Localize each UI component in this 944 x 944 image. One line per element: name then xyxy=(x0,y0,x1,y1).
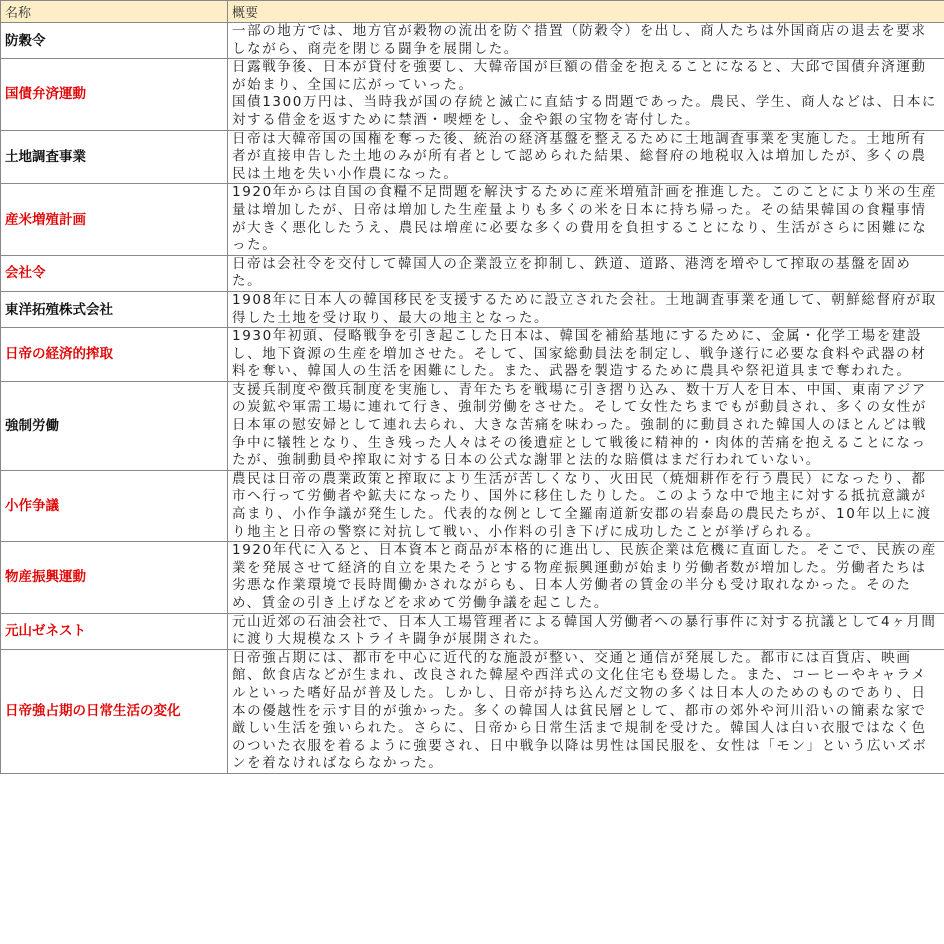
header-name: 名称 xyxy=(1,1,228,23)
term-name: 小作争議 xyxy=(1,470,228,541)
term-name: 東洋拓殖株式会社 xyxy=(1,291,228,327)
term-description: 1920年代に入ると、日本資本と商品が本格的に進出し、民族企業は危機に直面した。そこで、民族の産業を発展させて経済的自立を果たそうとする物産振興運動が始まり労働者数が増加した。労働者たちは劣悪な作業環境で長時間働かされながらも、日本人労働者の賃金の半分も受け取れなかった。そのため、賃金の引き上げなどを求めて労働争議を起こした。 xyxy=(228,542,944,613)
term-description: 一部の地方では、地方官が穀物の流出を防ぐ措置（防穀令）を出し、商人たちは外国商店の退去を要求しながら、商売を閉じる闘争を展開した。 xyxy=(228,23,944,59)
term-description: 日帝は会社令を交付して韓国人の企業設立を抑制し、鉄道、道路、港湾を増やして搾取の基盤を固めた。 xyxy=(228,255,944,291)
header-row xyxy=(1,1,944,23)
term-name: 物産振興運動 xyxy=(1,542,228,613)
table-row xyxy=(1,328,944,382)
term-description: 1908年に日本人の韓国移民を支援するために設立された会社。土地調査事業を通して、朝鮮総督府が取得した土地を受け取り、最大の地主となった。 xyxy=(228,291,944,327)
term-name: 防穀令 xyxy=(1,23,228,59)
table-row xyxy=(1,23,944,59)
table-row xyxy=(1,381,944,470)
table-row xyxy=(1,470,944,541)
term-description: 支援兵制度や徴兵制度を実施し、青年たちを戦場に引き摺り込み、数十万人を日本、中国、東南アジアの炭鉱や軍需工場に連れて行き、強制労働をさせた。そして女性たちまでもが動員され、多くの女性が日本軍の慰安婦として連れ去られ、大きな苦痛を味わった。強制的に動員された韓国人のほとんどは戦争中に犠牲となり、生き残った人々はその後遺症として戦後に精神的・肉体的苦痛を抱えることになったが、強制動員や搾取に対する日本の公式な謝罪と法的な賠償はまだ行われていない。 xyxy=(228,381,944,470)
term-description: 農民は日帝の農業政策と搾取により生活が苦しくなり、火田民（焼畑耕作を行う農民）になったり、都市へ行って労働者や鉱夫になったり、国外に移住したりした。このような中で地主に対する抵抗意識が高まり、小作争議が発生した。代表的な例として全羅南道新安郡の岩泰島の農民たちが、10年以上に渡り地主と日帝の警察に対抗して戦い、小作料の引き下げに成功したことが挙げられる。 xyxy=(228,470,944,541)
term-name: 日帝強占期の日常生活の変化 xyxy=(1,649,228,773)
header-description: 概要 xyxy=(228,1,944,23)
table-row xyxy=(1,255,944,291)
term-description: 日露戦争後、日本が貸付を強要し、大韓帝国が巨額の借金を抱えることになると、大邱で国債弁済運動が始まり、全国に広がっていった。 国債1300万円は、当時我が国の存続と滅亡に直結する問題であった。農民、学生、商人などは、日本に対する借金を返すために禁酒・喫煙をし、金や銀の宝物を寄付した。 xyxy=(228,59,944,130)
table-row xyxy=(1,130,944,184)
term-name: 土地調査事業 xyxy=(1,130,228,184)
term-description: 日帝強占期には、都市を中心に近代的な施設が整い、交通と通信が発展した。都市には百貨店、映画館、飲食店などが生まれ、改良された韓屋や西洋式の文化住宅も登場した。また、コーヒーやキャラメルといった嗜好品が普及した。しかし、日帝が持ち込んだ文物の多くは日本人のためのものであり、日本の優越性を示す目的が強かった。多くの韓国人は貧民層として、都市の郊外や河川沿いの簡素な家で厳しい生活を強いられた。さらに、日帝から日常生活まで規制を受けた。韓国人は白い衣服ではなく色のついた衣服を着るように強要され、日中戦争以降は男性は国民服を、女性は「モン」という広いズボンを着なければならなかった。 xyxy=(228,649,944,773)
table-row xyxy=(1,613,944,649)
term-name: 日帝の経済的搾取 xyxy=(1,328,228,382)
term-name: 元山ゼネスト xyxy=(1,613,228,649)
term-description: 元山近郊の石油会社で、日本人工場管理者による韓国人労働者への暴行事件に対する抗議として4ヶ月間に渡り大規模なストライキ闘争が展開された。 xyxy=(228,613,944,649)
term-description: 日帝は大韓帝国の国権を奪った後、統治の経済基盤を整えるために土地調査事業を実施した。土地所有者が直接申告した土地のみが所有者として認められた結果、総督府の地税収入は増加したが、多くの農民は土地を失い小作農になった。 xyxy=(228,130,944,184)
term-name: 産米増殖計画 xyxy=(1,184,228,255)
table-row xyxy=(1,184,944,255)
term-description: 1920年からは自国の食糧不足問題を解決するために産米増殖計画を推進した。このことにより米の生産量は増加したが、日帝は増加した生産量よりも多くの米を日本に持ち帰った。その結果韓国の食糧事情が大きく悪化したうえ、農民は増産に必要な多くの費用を負担することになり、生活がさらに困難になった。 xyxy=(228,184,944,255)
term-name: 強制労働 xyxy=(1,381,228,470)
term-name: 国債弁済運動 xyxy=(1,59,228,130)
term-description: 1930年初頭、侵略戦争を引き起こした日本は、韓国を補給基地にするために、金属・化学工場を建設し、地下資源の生産を増加させた。そして、国家総動員法を制定し、戦争遂行に必要な食料や武器の材料を奪い、韓国人の生活を困難にした。また、武器を製造するために農具や祭祀道具まで奪われた。 xyxy=(228,328,944,382)
table-row xyxy=(1,542,944,613)
term-name: 会社令 xyxy=(1,255,228,291)
table-row xyxy=(1,291,944,327)
table-row xyxy=(1,649,944,773)
table-row xyxy=(1,59,944,130)
